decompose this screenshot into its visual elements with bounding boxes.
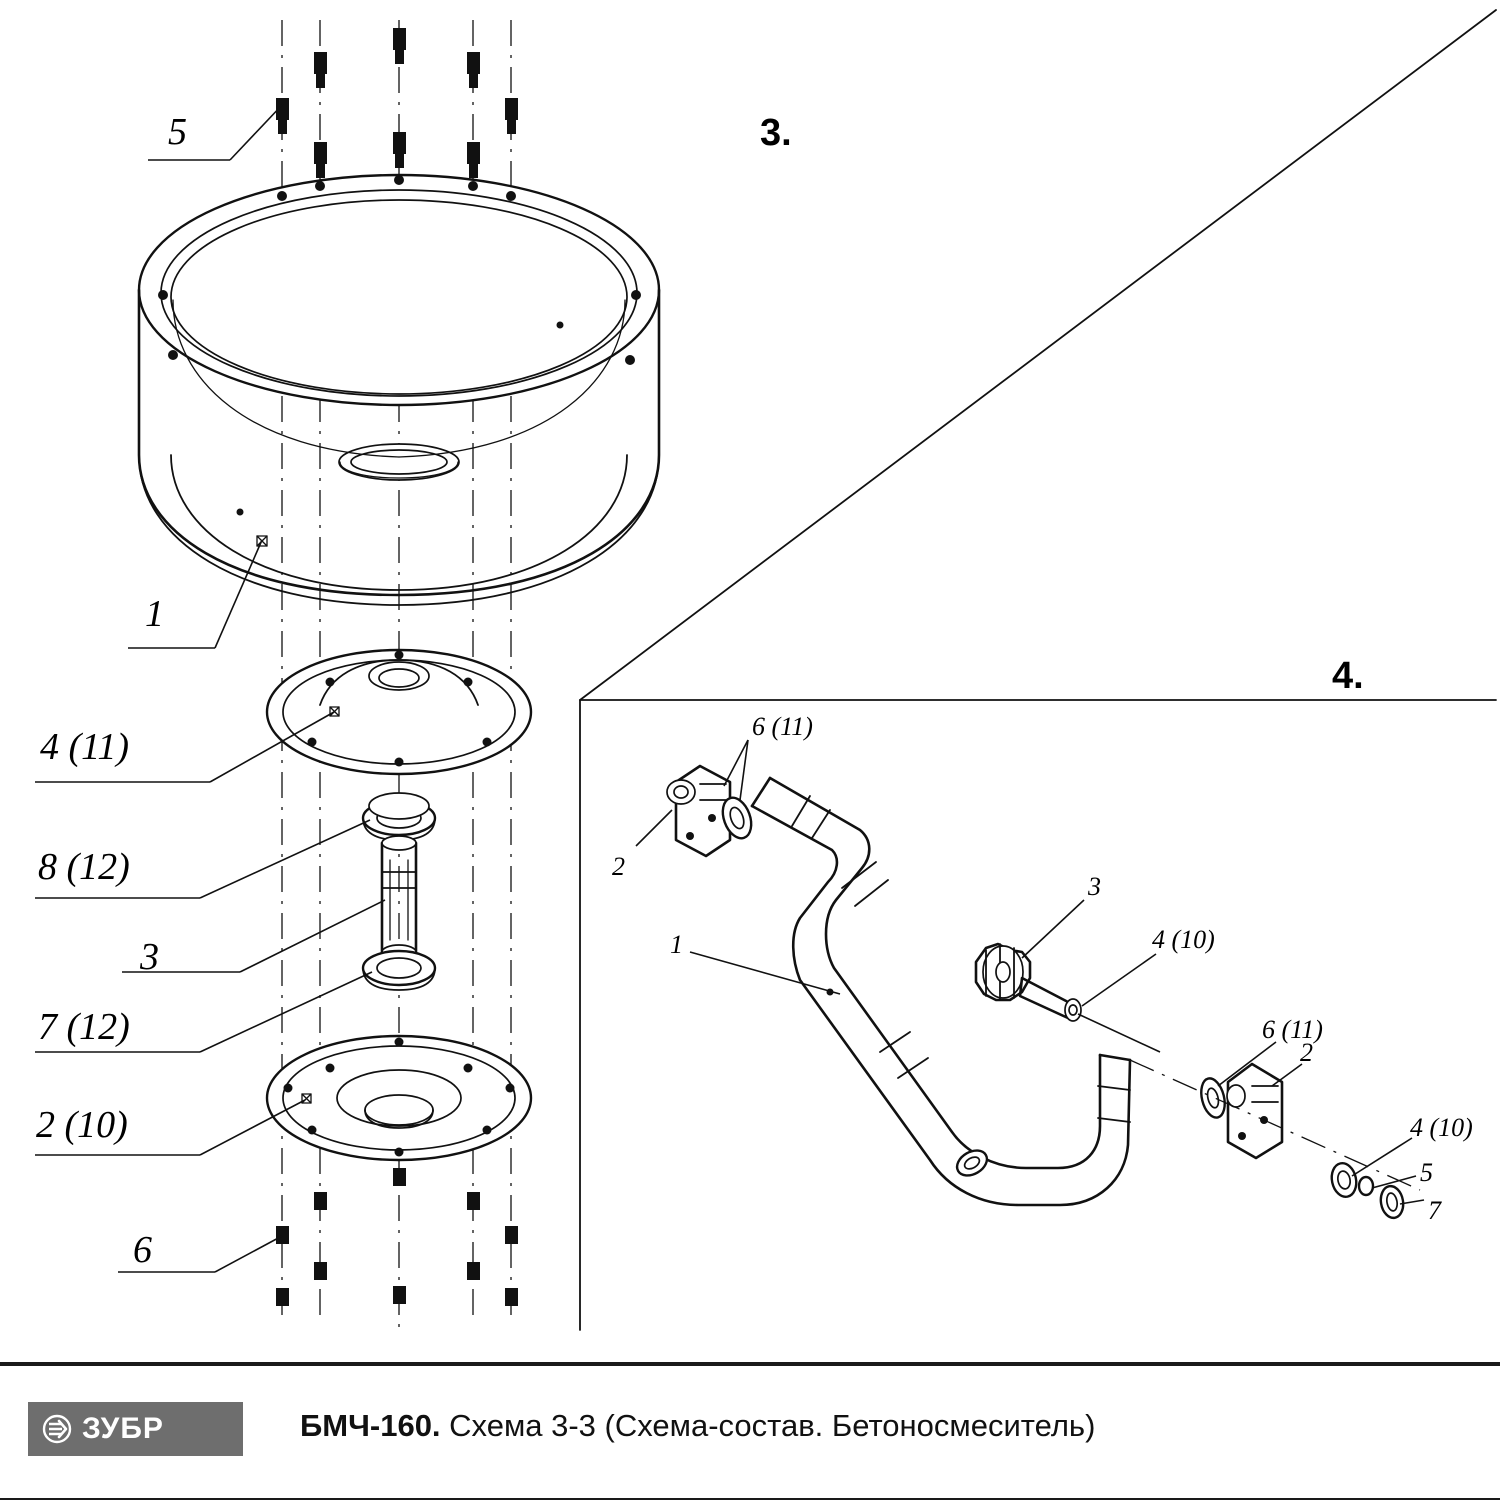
- nuts-bottom: [276, 1168, 518, 1306]
- model-code: БМЧ-160.: [300, 1408, 441, 1443]
- callout-7-ring: 7: [1428, 1196, 1441, 1225]
- section-number-4: 4.: [1332, 655, 1364, 697]
- pinion-gear: [976, 944, 1030, 1000]
- callout-2-10: 2 (10): [36, 1104, 128, 1146]
- axle-bar: [752, 778, 1130, 1205]
- callout-6: 6: [133, 1229, 152, 1271]
- lower-flange-plate: [267, 1036, 531, 1160]
- lower-bearing: [363, 951, 435, 990]
- callout-6-11-top: 6 (11): [752, 712, 813, 741]
- footer-top-rule: [0, 1362, 1500, 1366]
- bolts-top: [276, 28, 518, 178]
- sheet-caption: [300, 1408, 1095, 1444]
- left-bracket: [667, 766, 730, 856]
- left-washer: [718, 794, 757, 842]
- upper-pin: [1020, 978, 1160, 1052]
- callout-6-11-lower: 6 (11): [1262, 1015, 1323, 1044]
- callout-5: 5: [168, 111, 187, 153]
- callout-8-12: 8 (12): [38, 846, 130, 888]
- footer-bar: [0, 1362, 1500, 1500]
- sheet-description: Схема 3-3 (Схема-состав. Бетоносмеситель): [449, 1408, 1096, 1443]
- callout-3: 3: [140, 936, 159, 978]
- callout-3-gear: 3: [1088, 872, 1101, 901]
- upper-flange-plate: [267, 650, 531, 774]
- callout-2-left: 2: [612, 852, 625, 881]
- callout-5-washer: 5: [1420, 1158, 1433, 1187]
- callout-1: 1: [145, 593, 164, 635]
- brand-name: ЗУБР: [82, 1412, 164, 1445]
- brand-logo: [28, 1402, 243, 1456]
- callout-7-12: 7 (12): [38, 1006, 130, 1048]
- callout-4-10-upper: 4 (10): [1152, 925, 1215, 954]
- right-bracket: [1227, 1064, 1282, 1158]
- callout-2-right: 2: [1300, 1038, 1313, 1067]
- axle-assembly-graphic: [636, 740, 1424, 1220]
- arrow-in-circle-icon: [42, 1414, 72, 1444]
- section-number-3: 3.: [760, 112, 792, 154]
- callout-4-10-lower: 4 (10): [1410, 1113, 1473, 1142]
- upper-bearing: [363, 793, 435, 840]
- drum-assembly-graphic: [35, 20, 659, 1330]
- callout-1-bar: 1: [670, 930, 683, 959]
- callout-4-11: 4 (11): [40, 726, 129, 768]
